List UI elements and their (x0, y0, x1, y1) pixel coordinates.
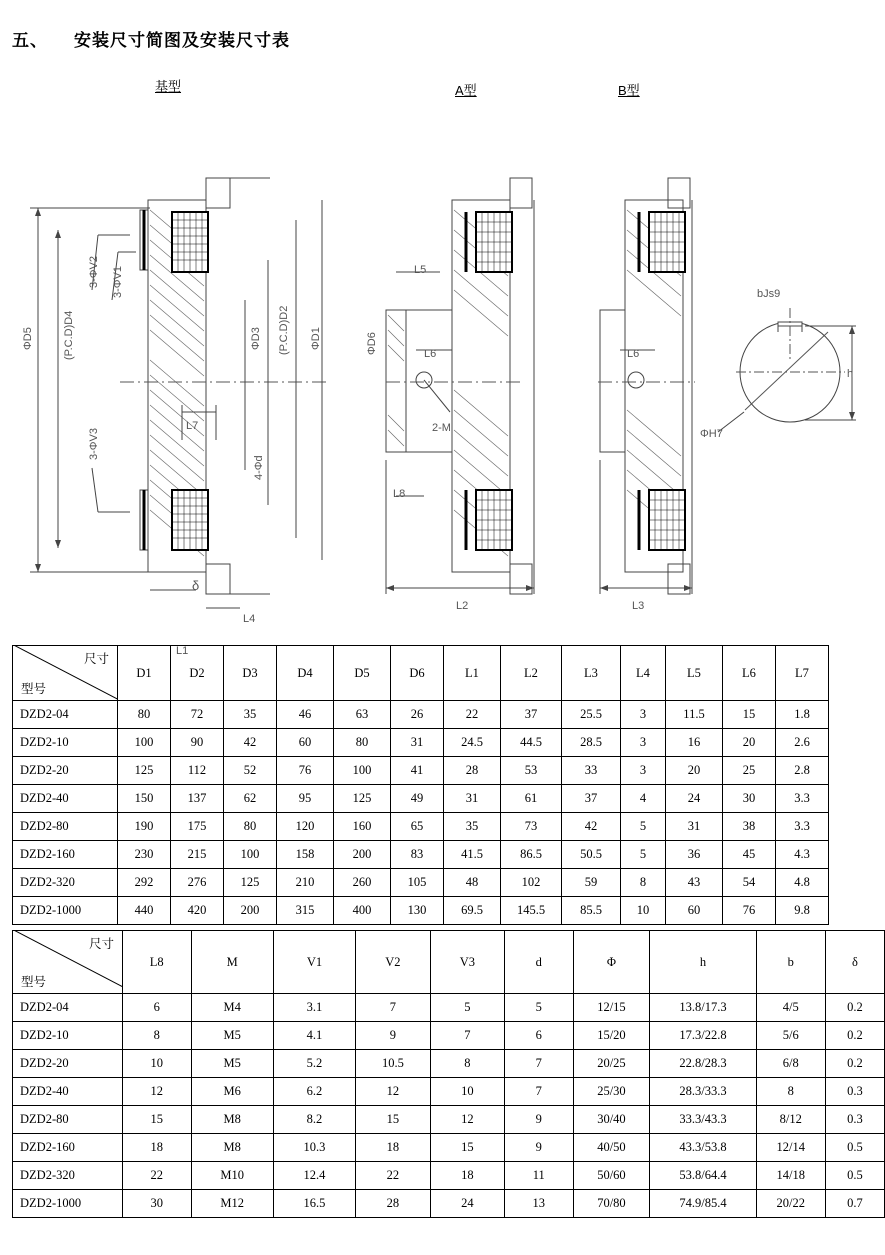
cell: 175 (171, 813, 224, 841)
cell: 22 (122, 1162, 191, 1190)
cell: 11 (505, 1162, 573, 1190)
cell: 292 (118, 869, 171, 897)
cell: 18 (122, 1134, 191, 1162)
cell: 25 (723, 757, 776, 785)
label-4-phid: 4-Φd (253, 455, 265, 480)
cell: 137 (171, 785, 224, 813)
table1-corner-cell (13, 646, 118, 701)
cell: 44.5 (501, 729, 562, 757)
cell: 37 (562, 785, 621, 813)
table-row (13, 1162, 885, 1190)
cell: 260 (334, 869, 391, 897)
label-delta: δ (192, 578, 200, 593)
model-name: DZD2-160 (13, 1134, 123, 1162)
cell: 33.3/43.3 (650, 1106, 756, 1134)
cell: 10 (621, 897, 666, 925)
cell: 3.3 (776, 813, 829, 841)
model-name: DZD2-40 (13, 1078, 123, 1106)
cell: 4.8 (776, 869, 829, 897)
cell: 0.2 (825, 1022, 884, 1050)
cell: 9 (356, 1022, 431, 1050)
label-l2: L2 (456, 600, 469, 612)
cell: M12 (191, 1190, 273, 1218)
cell: 65 (391, 813, 444, 841)
cell: 9.8 (776, 897, 829, 925)
cell: 5 (505, 994, 573, 1022)
cell: 76 (277, 757, 334, 785)
cell: 3.1 (273, 994, 355, 1022)
label-3-phiv3: 3-ΦV3 (88, 427, 100, 460)
cell: M8 (191, 1106, 273, 1134)
section-title-text: 安装尺寸简图及安装尺寸表 (74, 31, 290, 50)
cell: 125 (334, 785, 391, 813)
label-3-phiv2: 3-ΦV2 (88, 255, 100, 288)
col-l3: L3 (562, 646, 621, 701)
cell: 53.8/64.4 (650, 1162, 756, 1190)
cell: 24 (666, 785, 723, 813)
cell: 80 (224, 813, 277, 841)
col-v2: V2 (356, 931, 431, 994)
cell: 31 (666, 813, 723, 841)
cell: 43.3/53.8 (650, 1134, 756, 1162)
cell: 20 (723, 729, 776, 757)
cell: 31 (444, 785, 501, 813)
model-name: DZD2-320 (13, 1162, 123, 1190)
col-v3: V3 (430, 931, 504, 994)
col-m: M (191, 931, 273, 994)
cell: 61 (501, 785, 562, 813)
col-d5: D5 (334, 646, 391, 701)
table-header-row (13, 931, 885, 994)
cell: 43 (666, 869, 723, 897)
label-h: h (847, 368, 854, 380)
col-l8: L8 (122, 931, 191, 994)
cell: 41.5 (444, 841, 501, 869)
cell: 74.9/85.4 (650, 1190, 756, 1218)
cell: 100 (224, 841, 277, 869)
label-l4: L4 (243, 613, 256, 625)
model-name: DZD2-80 (13, 1106, 123, 1134)
cell: 20/25 (573, 1050, 650, 1078)
table-row (13, 729, 829, 757)
cell: 7 (505, 1050, 573, 1078)
table-row (13, 785, 829, 813)
model-name: DZD2-10 (13, 1022, 123, 1050)
cell: 25.5 (562, 701, 621, 729)
table-row (13, 1190, 885, 1218)
corner-label-model: 型号 (21, 682, 47, 696)
cell: 215 (171, 841, 224, 869)
installation-diagram (0, 60, 885, 657)
model-name: DZD2-160 (13, 841, 118, 869)
cell: 15/20 (573, 1022, 650, 1050)
cell: 63 (334, 701, 391, 729)
cell: 30/40 (573, 1106, 650, 1134)
col-d1: D1 (118, 646, 171, 701)
corner-label-dimension: 尺寸 (83, 652, 109, 666)
cell: 15 (122, 1106, 191, 1134)
label-phih7: ΦH7 (700, 428, 723, 440)
cell: 73 (501, 813, 562, 841)
cell: 42 (562, 813, 621, 841)
cell: 13.8/17.3 (650, 994, 756, 1022)
cell: 10.5 (356, 1050, 431, 1078)
cell: 16 (666, 729, 723, 757)
cell: 8 (430, 1050, 504, 1078)
corner-label-dimension: 尺寸 (88, 937, 114, 951)
cell: 50.5 (562, 841, 621, 869)
cell: 18 (430, 1162, 504, 1190)
cell: 100 (118, 729, 171, 757)
cell: 190 (118, 813, 171, 841)
cell: 7 (356, 994, 431, 1022)
cell: 37 (501, 701, 562, 729)
cell: 7 (430, 1022, 504, 1050)
cell: 4 (621, 785, 666, 813)
section-number: 五、 (12, 31, 48, 50)
cell: 12/14 (756, 1134, 825, 1162)
cell: M6 (191, 1078, 273, 1106)
table-row (13, 1078, 885, 1106)
cell: 5 (430, 994, 504, 1022)
cell: 0.7 (825, 1190, 884, 1218)
cell: 150 (118, 785, 171, 813)
cell: 15 (430, 1134, 504, 1162)
col-l2: L2 (501, 646, 562, 701)
cell: 9 (505, 1106, 573, 1134)
col-d2: D2 (171, 646, 224, 701)
cell: 5.2 (273, 1050, 355, 1078)
col-l4: L4 (621, 646, 666, 701)
cell: 8 (756, 1078, 825, 1106)
label-2-m: 2-M (432, 422, 451, 434)
label-phid3: ΦD3 (250, 327, 262, 350)
cell: 22.8/28.3 (650, 1050, 756, 1078)
cell: 3 (621, 729, 666, 757)
dimension-table-1 (12, 645, 829, 925)
cell: 1.8 (776, 701, 829, 729)
cell: 95 (277, 785, 334, 813)
cell: 46 (277, 701, 334, 729)
figure-title-a: A型 (455, 83, 477, 98)
table-row (13, 813, 829, 841)
cell: 6/8 (756, 1050, 825, 1078)
col-d3: D3 (224, 646, 277, 701)
cell: 18 (356, 1134, 431, 1162)
label-l6-b: L6 (627, 348, 640, 360)
table-row (13, 897, 829, 925)
cell: 7 (505, 1078, 573, 1106)
cell: 6 (505, 1022, 573, 1050)
cell: 125 (118, 757, 171, 785)
cell: 400 (334, 897, 391, 925)
cell: 8 (122, 1022, 191, 1050)
dimension-table-2 (12, 930, 885, 1218)
cell: 0.2 (825, 1050, 884, 1078)
label-l6-a: L6 (424, 348, 437, 360)
cell: 15 (356, 1106, 431, 1134)
model-name: DZD2-40 (13, 785, 118, 813)
label-l1: L1 (176, 645, 189, 657)
corner-label-model: 型号 (21, 975, 47, 989)
cell: 30 (723, 785, 776, 813)
cell: M10 (191, 1162, 273, 1190)
model-name: DZD2-320 (13, 869, 118, 897)
cell: 0.5 (825, 1134, 884, 1162)
label-bjs9: bJs9 (757, 288, 781, 300)
cell: 24.5 (444, 729, 501, 757)
cell: 50/60 (573, 1162, 650, 1190)
cell: 102 (501, 869, 562, 897)
model-name: DZD2-80 (13, 813, 118, 841)
table-row (13, 1050, 885, 1078)
cell: 12.4 (273, 1162, 355, 1190)
col-h: h (650, 931, 756, 994)
col-phi: Φ (573, 931, 650, 994)
cell: 130 (391, 897, 444, 925)
cell: 15 (723, 701, 776, 729)
cell: 26 (391, 701, 444, 729)
cell: 90 (171, 729, 224, 757)
cell: 11.5 (666, 701, 723, 729)
cell: 10 (122, 1050, 191, 1078)
cell: 17.3/22.8 (650, 1022, 756, 1050)
cell: 145.5 (501, 897, 562, 925)
col-d: d (505, 931, 573, 994)
cell: 42 (224, 729, 277, 757)
cell: 24 (430, 1190, 504, 1218)
page-title (12, 26, 290, 51)
cell: 4/5 (756, 994, 825, 1022)
cell: 12 (356, 1078, 431, 1106)
cell: M5 (191, 1050, 273, 1078)
cell: 28.5 (562, 729, 621, 757)
table-row (13, 841, 829, 869)
col-l7: L7 (776, 646, 829, 701)
label-pcd-d4: (P.C.D)D4 (63, 310, 75, 360)
cell: 69.5 (444, 897, 501, 925)
cell: 2.8 (776, 757, 829, 785)
cell: 86.5 (501, 841, 562, 869)
cell: 5 (621, 813, 666, 841)
cell: 12 (430, 1106, 504, 1134)
cell: 70/80 (573, 1190, 650, 1218)
cell: 14/18 (756, 1162, 825, 1190)
table-row (13, 757, 829, 785)
cell: 85.5 (562, 897, 621, 925)
cell: 48 (444, 869, 501, 897)
cell: 10.3 (273, 1134, 355, 1162)
figure-title-base: 基型 (155, 79, 182, 94)
model-name: DZD2-20 (13, 757, 118, 785)
model-name: DZD2-10 (13, 729, 118, 757)
cell: 0.3 (825, 1106, 884, 1134)
cell: 76 (723, 897, 776, 925)
cell: 3 (621, 757, 666, 785)
label-l5: L5 (414, 264, 427, 276)
cell: M4 (191, 994, 273, 1022)
col-l1: L1 (444, 646, 501, 701)
cell: 31 (391, 729, 444, 757)
cell: 60 (666, 897, 723, 925)
cell: 60 (277, 729, 334, 757)
table-row (13, 1022, 885, 1050)
table-header-row (13, 646, 829, 701)
label-l7: L7 (186, 420, 199, 432)
cell: 10 (430, 1078, 504, 1106)
diagram-svg (0, 60, 885, 625)
cell: 62 (224, 785, 277, 813)
cell: 45 (723, 841, 776, 869)
cell: M5 (191, 1022, 273, 1050)
cell: 20 (666, 757, 723, 785)
cell: 83 (391, 841, 444, 869)
table-row (13, 1134, 885, 1162)
model-name: DZD2-04 (13, 994, 123, 1022)
cell: 38 (723, 813, 776, 841)
model-name: DZD2-1000 (13, 897, 118, 925)
cell: 30 (122, 1190, 191, 1218)
cell: 8 (621, 869, 666, 897)
cell: 22 (444, 701, 501, 729)
cell: 315 (277, 897, 334, 925)
label-pcd-d2: (P.C.D)D2 (278, 305, 290, 355)
figure-title-b: B型 (618, 83, 640, 98)
cell: 33 (562, 757, 621, 785)
label-l8: L8 (393, 488, 406, 500)
cell: 6 (122, 994, 191, 1022)
table2-corner-cell (13, 931, 123, 994)
cell: 210 (277, 869, 334, 897)
label-l3: L3 (632, 600, 645, 612)
cell: 3 (621, 701, 666, 729)
cell: 53 (501, 757, 562, 785)
col-b: b (756, 931, 825, 994)
cell: 200 (334, 841, 391, 869)
cell: 28.3/33.3 (650, 1078, 756, 1106)
cell: 0.2 (825, 994, 884, 1022)
table-row (13, 701, 829, 729)
cell: M8 (191, 1134, 273, 1162)
cell: 12/15 (573, 994, 650, 1022)
cell: 4.3 (776, 841, 829, 869)
model-name: DZD2-1000 (13, 1190, 123, 1218)
cell: 2.6 (776, 729, 829, 757)
col-delta: δ (825, 931, 884, 994)
cell: 8/12 (756, 1106, 825, 1134)
cell: 80 (118, 701, 171, 729)
cell: 22 (356, 1162, 431, 1190)
cell: 54 (723, 869, 776, 897)
table-row (13, 994, 885, 1022)
cell: 80 (334, 729, 391, 757)
col-l6: L6 (723, 646, 776, 701)
col-d6: D6 (391, 646, 444, 701)
cell: 6.2 (273, 1078, 355, 1106)
label-phid6: ΦD6 (366, 332, 378, 355)
col-l5: L5 (666, 646, 723, 701)
model-name: DZD2-04 (13, 701, 118, 729)
table-row (13, 869, 829, 897)
cell: 13 (505, 1190, 573, 1218)
cell: 4.1 (273, 1022, 355, 1050)
label-phid1: ΦD1 (310, 327, 322, 350)
cell: 5/6 (756, 1022, 825, 1050)
cell: 20/22 (756, 1190, 825, 1218)
label-3-phiv1: 3-ΦV1 (112, 265, 124, 298)
cell: 5 (621, 841, 666, 869)
cell: 120 (277, 813, 334, 841)
cell: 158 (277, 841, 334, 869)
cell: 72 (171, 701, 224, 729)
cell: 105 (391, 869, 444, 897)
cell: 276 (171, 869, 224, 897)
cell: 52 (224, 757, 277, 785)
col-v1: V1 (273, 931, 355, 994)
cell: 36 (666, 841, 723, 869)
cell: 12 (122, 1078, 191, 1106)
label-phid5: ΦD5 (22, 327, 34, 350)
cell: 420 (171, 897, 224, 925)
cell: 28 (444, 757, 501, 785)
cell: 125 (224, 869, 277, 897)
cell: 35 (444, 813, 501, 841)
cell: 112 (171, 757, 224, 785)
cell: 160 (334, 813, 391, 841)
cell: 8.2 (273, 1106, 355, 1134)
cell: 16.5 (273, 1190, 355, 1218)
cell: 25/30 (573, 1078, 650, 1106)
table-row (13, 1106, 885, 1134)
cell: 28 (356, 1190, 431, 1218)
cell: 200 (224, 897, 277, 925)
cell: 100 (334, 757, 391, 785)
col-d4: D4 (277, 646, 334, 701)
cell: 230 (118, 841, 171, 869)
cell: 49 (391, 785, 444, 813)
cell: 0.3 (825, 1078, 884, 1106)
cell: 0.5 (825, 1162, 884, 1190)
cell: 3.3 (776, 785, 829, 813)
cell: 35 (224, 701, 277, 729)
model-name: DZD2-20 (13, 1050, 123, 1078)
cell: 41 (391, 757, 444, 785)
cell: 59 (562, 869, 621, 897)
cell: 440 (118, 897, 171, 925)
cell: 9 (505, 1134, 573, 1162)
cell: 40/50 (573, 1134, 650, 1162)
